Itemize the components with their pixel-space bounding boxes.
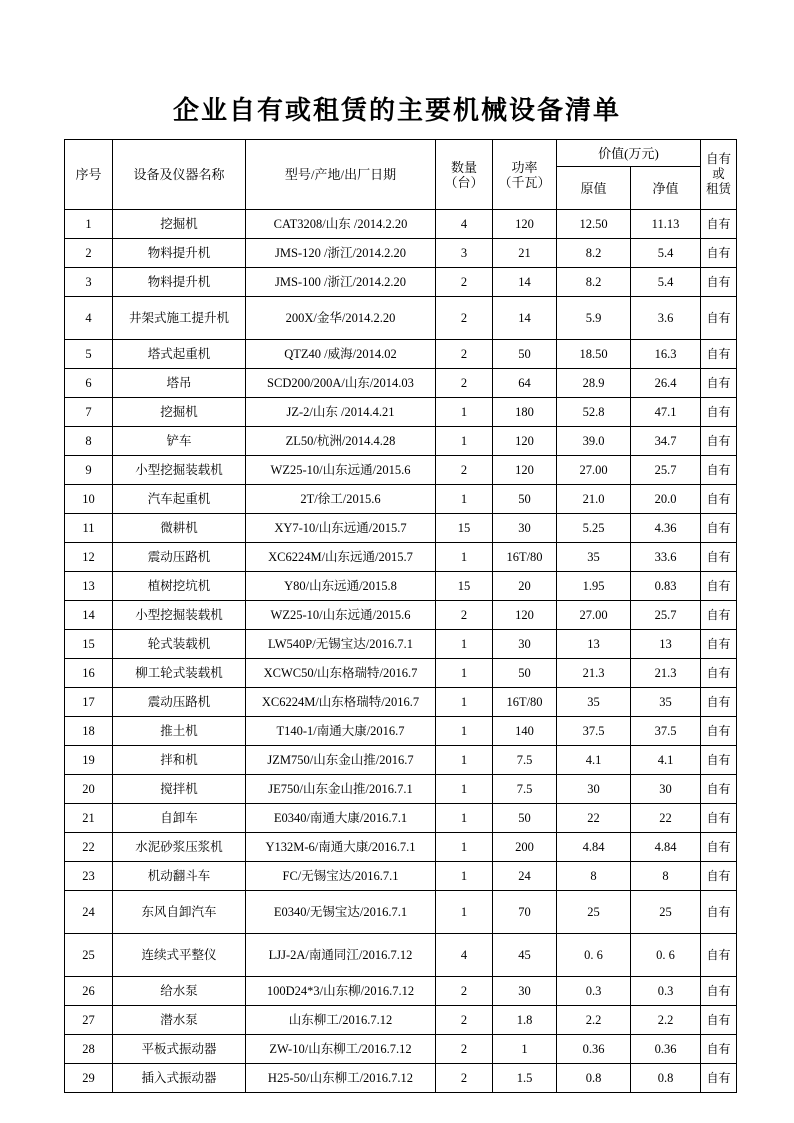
table-row	[65, 485, 737, 514]
cell-model-origin-date: XCWC50/山东格瑞特/2016.7	[246, 659, 436, 688]
cell-power: 16T/80	[493, 688, 557, 717]
cell-sequence: 25	[65, 934, 113, 977]
cell-quantity: 1	[436, 630, 493, 659]
cell-ownership: 自有	[701, 891, 737, 934]
table-row	[65, 427, 737, 456]
cell-quantity: 3	[436, 239, 493, 268]
cell-sequence: 15	[65, 630, 113, 659]
cell-model-origin-date: Y132M-6/南通大康/2016.7.1	[246, 833, 436, 862]
cell-power: 200	[493, 833, 557, 862]
cell-power: 24	[493, 862, 557, 891]
cell-net-value: 21.3	[631, 659, 701, 688]
cell-original-value: 4.84	[557, 833, 631, 862]
cell-ownership: 自有	[701, 514, 737, 543]
table-row	[65, 775, 737, 804]
cell-original-value: 0. 6	[557, 934, 631, 977]
cell-original-value: 37.5	[557, 717, 631, 746]
cell-net-value: 13	[631, 630, 701, 659]
table-row	[65, 398, 737, 427]
cell-original-value: 18.50	[557, 340, 631, 369]
header-net-value: 净值	[631, 167, 701, 210]
cell-net-value: 25.7	[631, 601, 701, 630]
cell-power: 50	[493, 659, 557, 688]
cell-quantity: 4	[436, 934, 493, 977]
cell-sequence: 20	[65, 775, 113, 804]
cell-ownership: 自有	[701, 630, 737, 659]
header-value-group: 价值(万元)	[557, 140, 701, 167]
table-row	[65, 268, 737, 297]
cell-ownership: 自有	[701, 862, 737, 891]
cell-equipment-name: 震动压路机	[113, 688, 246, 717]
cell-equipment-name: 插入式振动器	[113, 1064, 246, 1093]
table-row	[65, 239, 737, 268]
cell-equipment-name: 挖掘机	[113, 398, 246, 427]
cell-quantity: 1	[436, 862, 493, 891]
table-row	[65, 297, 737, 340]
cell-sequence: 28	[65, 1035, 113, 1064]
cell-ownership: 自有	[701, 977, 737, 1006]
cell-original-value: 30	[557, 775, 631, 804]
table-row	[65, 977, 737, 1006]
cell-ownership: 自有	[701, 1035, 737, 1064]
table-row	[65, 934, 737, 977]
cell-ownership: 自有	[701, 398, 737, 427]
cell-equipment-name: 小型挖掘装载机	[113, 601, 246, 630]
cell-equipment-name: 微耕机	[113, 514, 246, 543]
cell-original-value: 27.00	[557, 456, 631, 485]
cell-net-value: 20.0	[631, 485, 701, 514]
cell-net-value: 35	[631, 688, 701, 717]
cell-quantity: 2	[436, 456, 493, 485]
cell-net-value: 2.2	[631, 1006, 701, 1035]
cell-model-origin-date: FC/无锡宝达/2016.7.1	[246, 862, 436, 891]
cell-model-origin-date: SCD200/200A/山东/2014.03	[246, 369, 436, 398]
cell-equipment-name: 潜水泵	[113, 1006, 246, 1035]
cell-equipment-name: 柳工轮式装载机	[113, 659, 246, 688]
cell-quantity: 2	[436, 297, 493, 340]
cell-sequence: 9	[65, 456, 113, 485]
cell-equipment-name: 推土机	[113, 717, 246, 746]
cell-quantity: 2	[436, 340, 493, 369]
cell-quantity: 1	[436, 427, 493, 456]
cell-quantity: 2	[436, 268, 493, 297]
cell-sequence: 6	[65, 369, 113, 398]
header-model-origin-date: 型号/产地/出厂日期	[246, 140, 436, 210]
cell-model-origin-date: ZL50/杭洲/2014.4.28	[246, 427, 436, 456]
cell-equipment-name: 植树挖坑机	[113, 572, 246, 601]
cell-quantity: 2	[436, 977, 493, 1006]
table-row	[65, 340, 737, 369]
cell-power: 30	[493, 630, 557, 659]
cell-original-value: 0.8	[557, 1064, 631, 1093]
cell-equipment-name: 水泥砂浆压浆机	[113, 833, 246, 862]
header-power	[493, 140, 557, 210]
cell-power: 50	[493, 485, 557, 514]
cell-original-value: 0.3	[557, 977, 631, 1006]
cell-model-origin-date: LW540P/无锡宝达/2016.7.1	[246, 630, 436, 659]
cell-equipment-name: 拌和机	[113, 746, 246, 775]
cell-ownership: 自有	[701, 210, 737, 239]
cell-model-origin-date: E0340/无锡宝达/2016.7.1	[246, 891, 436, 934]
cell-power: 7.5	[493, 746, 557, 775]
cell-power: 50	[493, 340, 557, 369]
table-row	[65, 572, 737, 601]
cell-net-value: 0. 6	[631, 934, 701, 977]
cell-model-origin-date: JMS-120 /浙江/2014.2.20	[246, 239, 436, 268]
cell-model-origin-date: XC6224M/山东远通/2015.7	[246, 543, 436, 572]
cell-sequence: 12	[65, 543, 113, 572]
cell-net-value: 5.4	[631, 239, 701, 268]
cell-power: 1.8	[493, 1006, 557, 1035]
cell-equipment-name: 给水泵	[113, 977, 246, 1006]
cell-model-origin-date: JZM750/山东金山推/2016.7	[246, 746, 436, 775]
equipment-table-container	[64, 139, 736, 1093]
cell-sequence: 13	[65, 572, 113, 601]
cell-quantity: 1	[436, 688, 493, 717]
cell-original-value: 27.00	[557, 601, 631, 630]
cell-quantity: 2	[436, 1035, 493, 1064]
cell-net-value: 33.6	[631, 543, 701, 572]
cell-original-value: 28.9	[557, 369, 631, 398]
cell-equipment-name: 物料提升机	[113, 268, 246, 297]
cell-model-origin-date: E0340/南通大康/2016.7.1	[246, 804, 436, 833]
header-power-line1: 功率	[511, 159, 538, 175]
cell-original-value: 0.36	[557, 1035, 631, 1064]
cell-sequence: 26	[65, 977, 113, 1006]
cell-net-value: 4.36	[631, 514, 701, 543]
cell-model-origin-date: JE750/山东金山推/2016.7.1	[246, 775, 436, 804]
cell-model-origin-date: LJJ-2A/南通同江/2016.7.12	[246, 934, 436, 977]
table-row	[65, 1035, 737, 1064]
cell-quantity: 2	[436, 1006, 493, 1035]
header-quantity-line2: （台）	[444, 174, 484, 190]
cell-power: 70	[493, 891, 557, 934]
cell-net-value: 0.36	[631, 1035, 701, 1064]
cell-sequence: 4	[65, 297, 113, 340]
cell-power: 180	[493, 398, 557, 427]
cell-equipment-name: 轮式装载机	[113, 630, 246, 659]
cell-net-value: 30	[631, 775, 701, 804]
table-row	[65, 891, 737, 934]
cell-power: 120	[493, 456, 557, 485]
cell-net-value: 16.3	[631, 340, 701, 369]
cell-equipment-name: 物料提升机	[113, 239, 246, 268]
cell-power: 1	[493, 1035, 557, 1064]
table-row	[65, 688, 737, 717]
cell-equipment-name: 小型挖掘装载机	[113, 456, 246, 485]
cell-original-value: 8	[557, 862, 631, 891]
cell-equipment-name: 塔吊	[113, 369, 246, 398]
header-original-value: 原值	[557, 167, 631, 210]
cell-original-value: 2.2	[557, 1006, 631, 1035]
header-quantity	[436, 140, 493, 210]
cell-sequence: 2	[65, 239, 113, 268]
cell-net-value: 4.84	[631, 833, 701, 862]
page-title: 企业自有或租赁的主要机械设备清单	[172, 96, 621, 126]
cell-equipment-name: 铲车	[113, 427, 246, 456]
table-row	[65, 210, 737, 239]
table-row	[65, 1064, 737, 1093]
cell-quantity: 1	[436, 775, 493, 804]
cell-ownership: 自有	[701, 1064, 737, 1093]
cell-net-value: 0.8	[631, 1064, 701, 1093]
cell-model-origin-date: CAT3208/山东 /2014.2.20	[246, 210, 436, 239]
cell-ownership: 自有	[701, 543, 737, 572]
table-row	[65, 862, 737, 891]
cell-sequence: 17	[65, 688, 113, 717]
cell-power: 120	[493, 210, 557, 239]
cell-quantity: 1	[436, 717, 493, 746]
cell-model-origin-date: T140-1/南通大康/2016.7	[246, 717, 436, 746]
cell-model-origin-date: WZ25-10/山东远通/2015.6	[246, 601, 436, 630]
cell-quantity: 1	[436, 485, 493, 514]
cell-sequence: 24	[65, 891, 113, 934]
cell-quantity: 1	[436, 891, 493, 934]
header-ownership-line3: 租赁	[706, 182, 732, 196]
cell-sequence: 16	[65, 659, 113, 688]
cell-power: 120	[493, 601, 557, 630]
header-row-1	[65, 140, 737, 167]
cell-equipment-name: 井架式施工提升机	[113, 297, 246, 340]
header-ownership	[701, 140, 737, 210]
cell-model-origin-date: 100D24*3/山东柳/2016.7.12	[246, 977, 436, 1006]
cell-equipment-name: 自卸车	[113, 804, 246, 833]
cell-original-value: 21.0	[557, 485, 631, 514]
cell-ownership: 自有	[701, 1006, 737, 1035]
cell-net-value: 0.83	[631, 572, 701, 601]
equipment-table	[64, 139, 737, 1093]
cell-power: 14	[493, 268, 557, 297]
cell-power: 30	[493, 514, 557, 543]
cell-quantity: 1	[436, 746, 493, 775]
cell-power: 20	[493, 572, 557, 601]
cell-ownership: 自有	[701, 688, 737, 717]
cell-ownership: 自有	[701, 297, 737, 340]
cell-model-origin-date: JZ-2/山东 /2014.4.21	[246, 398, 436, 427]
cell-model-origin-date: WZ25-10/山东远通/2015.6	[246, 456, 436, 485]
cell-quantity: 1	[436, 804, 493, 833]
cell-net-value: 26.4	[631, 369, 701, 398]
table-row	[65, 369, 737, 398]
cell-original-value: 39.0	[557, 427, 631, 456]
cell-net-value: 47.1	[631, 398, 701, 427]
cell-model-origin-date: XC6224M/山东格瑞特/2016.7	[246, 688, 436, 717]
cell-model-origin-date: ZW-10/山东柳工/2016.7.12	[246, 1035, 436, 1064]
cell-original-value: 4.1	[557, 746, 631, 775]
cell-ownership: 自有	[701, 804, 737, 833]
cell-net-value: 4.1	[631, 746, 701, 775]
cell-model-origin-date: JMS-100 /浙江/2014.2.20	[246, 268, 436, 297]
cell-quantity: 15	[436, 514, 493, 543]
cell-model-origin-date: 200X/金华/2014.2.20	[246, 297, 436, 340]
cell-equipment-name: 挖掘机	[113, 210, 246, 239]
header-sequence: 序号	[65, 140, 113, 210]
cell-ownership: 自有	[701, 340, 737, 369]
cell-ownership: 自有	[701, 572, 737, 601]
cell-sequence: 10	[65, 485, 113, 514]
cell-sequence: 18	[65, 717, 113, 746]
cell-model-origin-date: QTZ40 /威海/2014.02	[246, 340, 436, 369]
cell-model-origin-date: H25-50/山东柳工/2016.7.12	[246, 1064, 436, 1093]
cell-equipment-name: 震动压路机	[113, 543, 246, 572]
cell-quantity: 1	[436, 659, 493, 688]
cell-net-value: 3.6	[631, 297, 701, 340]
cell-sequence: 7	[65, 398, 113, 427]
cell-model-origin-date: 2T/徐工/2015.6	[246, 485, 436, 514]
cell-quantity: 2	[436, 601, 493, 630]
cell-model-origin-date: XY7-10/山东远通/2015.7	[246, 514, 436, 543]
cell-ownership: 自有	[701, 746, 737, 775]
cell-original-value: 12.50	[557, 210, 631, 239]
cell-equipment-name: 连续式平整仪	[113, 934, 246, 977]
cell-ownership: 自有	[701, 485, 737, 514]
cell-original-value: 8.2	[557, 239, 631, 268]
cell-model-origin-date: 山东柳工/2016.7.12	[246, 1006, 436, 1035]
cell-quantity: 4	[436, 210, 493, 239]
table-row	[65, 456, 737, 485]
cell-original-value: 5.25	[557, 514, 631, 543]
cell-original-value: 35	[557, 543, 631, 572]
cell-original-value: 5.9	[557, 297, 631, 340]
cell-net-value: 34.7	[631, 427, 701, 456]
table-row	[65, 601, 737, 630]
cell-ownership: 自有	[701, 268, 737, 297]
cell-sequence: 23	[65, 862, 113, 891]
header-power-line2: （千瓦）	[498, 174, 551, 190]
cell-ownership: 自有	[701, 369, 737, 398]
cell-sequence: 1	[65, 210, 113, 239]
cell-power: 14	[493, 297, 557, 340]
table-row	[65, 804, 737, 833]
table-row	[65, 543, 737, 572]
cell-net-value: 5.4	[631, 268, 701, 297]
cell-sequence: 5	[65, 340, 113, 369]
cell-power: 45	[493, 934, 557, 977]
cell-ownership: 自有	[701, 934, 737, 977]
table-row	[65, 833, 737, 862]
cell-equipment-name: 汽车起重机	[113, 485, 246, 514]
cell-power: 21	[493, 239, 557, 268]
cell-ownership: 自有	[701, 775, 737, 804]
cell-net-value: 0.3	[631, 977, 701, 1006]
cell-original-value: 35	[557, 688, 631, 717]
cell-net-value: 8	[631, 862, 701, 891]
cell-sequence: 29	[65, 1064, 113, 1093]
cell-quantity: 2	[436, 1064, 493, 1093]
cell-power: 50	[493, 804, 557, 833]
cell-net-value: 25.7	[631, 456, 701, 485]
cell-power: 120	[493, 427, 557, 456]
cell-equipment-name: 机动翻斗车	[113, 862, 246, 891]
cell-quantity: 1	[436, 398, 493, 427]
cell-original-value: 52.8	[557, 398, 631, 427]
cell-ownership: 自有	[701, 601, 737, 630]
cell-power: 64	[493, 369, 557, 398]
cell-sequence: 19	[65, 746, 113, 775]
header-quantity-line1: 数量	[450, 159, 477, 175]
cell-quantity: 2	[436, 369, 493, 398]
table-row	[65, 659, 737, 688]
cell-original-value: 25	[557, 891, 631, 934]
cell-ownership: 自有	[701, 659, 737, 688]
cell-power: 1.5	[493, 1064, 557, 1093]
table-row	[65, 1006, 737, 1035]
cell-sequence: 22	[65, 833, 113, 862]
cell-power: 16T/80	[493, 543, 557, 572]
header-ownership-line2: 或	[712, 167, 725, 181]
cell-power: 30	[493, 977, 557, 1006]
cell-original-value: 22	[557, 804, 631, 833]
cell-quantity: 1	[436, 543, 493, 572]
cell-equipment-name: 塔式起重机	[113, 340, 246, 369]
cell-sequence: 14	[65, 601, 113, 630]
cell-sequence: 8	[65, 427, 113, 456]
cell-equipment-name: 搅拌机	[113, 775, 246, 804]
cell-original-value: 8.2	[557, 268, 631, 297]
cell-sequence: 27	[65, 1006, 113, 1035]
cell-ownership: 自有	[701, 456, 737, 485]
cell-power: 140	[493, 717, 557, 746]
cell-net-value: 37.5	[631, 717, 701, 746]
cell-sequence: 3	[65, 268, 113, 297]
cell-net-value: 25	[631, 891, 701, 934]
cell-original-value: 1.95	[557, 572, 631, 601]
table-row	[65, 514, 737, 543]
cell-original-value: 13	[557, 630, 631, 659]
cell-equipment-name: 平板式振动器	[113, 1035, 246, 1064]
table-header	[65, 140, 737, 210]
table-row	[65, 717, 737, 746]
cell-power: 7.5	[493, 775, 557, 804]
cell-quantity: 15	[436, 572, 493, 601]
header-ownership-line1: 自有	[706, 152, 732, 166]
cell-quantity: 1	[436, 833, 493, 862]
cell-ownership: 自有	[701, 717, 737, 746]
table-row	[65, 630, 737, 659]
cell-ownership: 自有	[701, 427, 737, 456]
table-row	[65, 746, 737, 775]
cell-net-value: 11.13	[631, 210, 701, 239]
cell-original-value: 21.3	[557, 659, 631, 688]
table-body	[65, 210, 737, 1093]
cell-net-value: 22	[631, 804, 701, 833]
cell-ownership: 自有	[701, 239, 737, 268]
cell-ownership: 自有	[701, 833, 737, 862]
cell-sequence: 11	[65, 514, 113, 543]
header-equipment-name: 设备及仪器名称	[113, 140, 246, 210]
cell-model-origin-date: Y80/山东远通/2015.8	[246, 572, 436, 601]
cell-equipment-name: 东风自卸汽车	[113, 891, 246, 934]
cell-sequence: 21	[65, 804, 113, 833]
